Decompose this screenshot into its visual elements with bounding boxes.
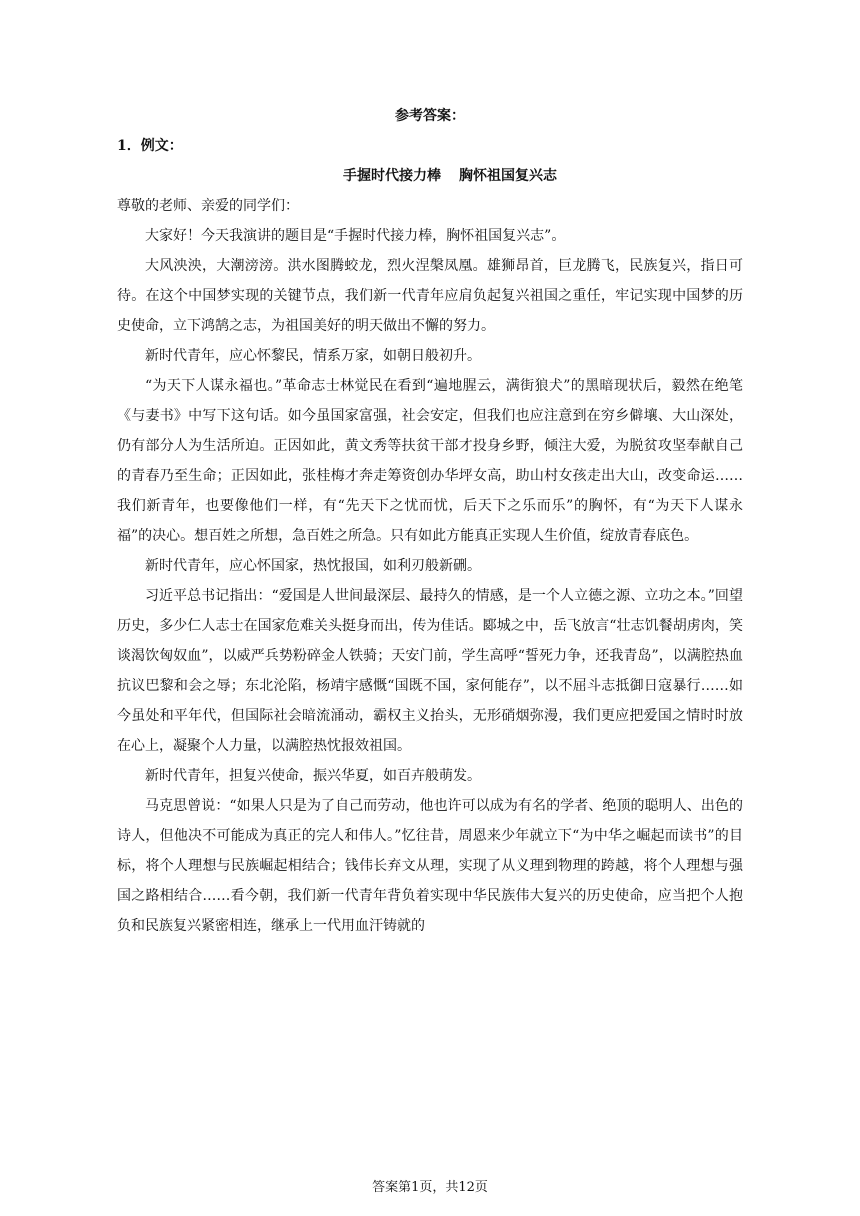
essay-title-part2: 胸怀祖国复兴志 [459, 168, 557, 184]
question-number: 1．例文： [117, 138, 183, 154]
essay-paragraph: 新时代青年，担复兴使命，振兴华夏，如百卉般萌发。 [145, 768, 481, 784]
essay-paragraph: 习近平总书记指出：“爱国是人世间最深层、最持久的情感，是一个人立德之源、立功之本。”回望历史，多少仁人志士在国家危难关头挺身而出，传为佳话。郾城之中，岳飞放言“壮志饥餐胡虏肉，笑谈渴饮匈奴血”，以威严兵势粉碎金人铁骑；天安门前，学生高呼“誓死力争，还我青岛”，以满腔热血抗议巴黎和会之辱；东北沦陷，杨靖宇感慨“国既不国，家何能存”，以不屈斗志抵御日寇暴行……如今虽处和平年代，但国际社会暗流涌动，霸权主义抬头，无形硝烟弥漫，我们更应把爱国之情时时放在心上，凝聚个人力量，以满腔热忱报效祖国。 [117, 588, 743, 754]
essay-paragraph: 新时代青年，应心怀黎民，情系万家，如朝日般初升。 [145, 348, 481, 364]
essay-paragraph: 新时代青年，应心怀国家，热忱报国，如利刃般新硎。 [145, 558, 481, 574]
essay-title-part1: 手握时代接力棒 [343, 168, 441, 184]
essay-title [117, 161, 743, 191]
answer-heading: 参考答案： [395, 108, 465, 124]
essay-paragraph: 大家好！今天我演讲的题目是“手握时代接力棒，胸怀祖国复兴志”。 [145, 228, 566, 244]
salutation: 尊敬的老师、亲爱的同学们： [117, 198, 299, 214]
answer-content [117, 101, 743, 941]
essay-paragraph: 大风泱泱，大潮滂滂。洪水图腾蛟龙，烈火涅槃凤凰。雄狮昂首，巨龙腾飞，民族复兴，指日可待。在这个中国梦实现的关键节点，我们新一代青年应肩负起复兴祖国之重任，牢记实现中国梦的历史使命，立下鸿鹄之志，为祖国美好的明天做出不懈的努力。 [117, 258, 743, 334]
essay-paragraph: “为天下人谋永福也。”革命志士林觉民在看到“遍地腥云，满街狼犬”的黑暗现状后，毅然在绝笔《与妻书》中写下这句话。如今虽国家富强，社会安定，但我们也应注意到在穷乡僻壤、大山深处，仍有部分人为生活所迫。正因如此，黄文秀等扶贫干部才投身乡野，倾注大爱，为脱贫攻坚奉献自己的青春乃至生命；正因如此，张桂梅才奔走筹资创办华坪女高，助山村女孩走出大山，改变命运……我们新青年，也要像他们一样，有“先天下之忧而忧，后天下之乐而乐”的胸怀，有“为天下人谋永福”的决心。想百姓之所想，急百姓之所急。只有如此方能真正实现人生价值，绽放青春底色。 [117, 378, 743, 544]
page-footer: 答案第1页，共12页 [372, 1180, 488, 1195]
essay-paragraph: 马克思曾说：“如果人只是为了自己而劳动，他也许可以成为有名的学者、绝顶的聪明人、出色的诗人，但他决不可能成为真正的完人和伟人。”忆往昔，周恩来少年就立下“为中华之崛起而读书”的目标，将个人理想与民族崛起相结合；钱伟长弃文从理，实现了从义理到物理的跨越，将个人理想与强国之路相结合……看今朝，我们新一代青年背负着实现中华民族伟大复兴的历史使命，应当把个人抱负和民族复兴紧密相连，继承上一代用血汗铸就的 [117, 798, 743, 934]
